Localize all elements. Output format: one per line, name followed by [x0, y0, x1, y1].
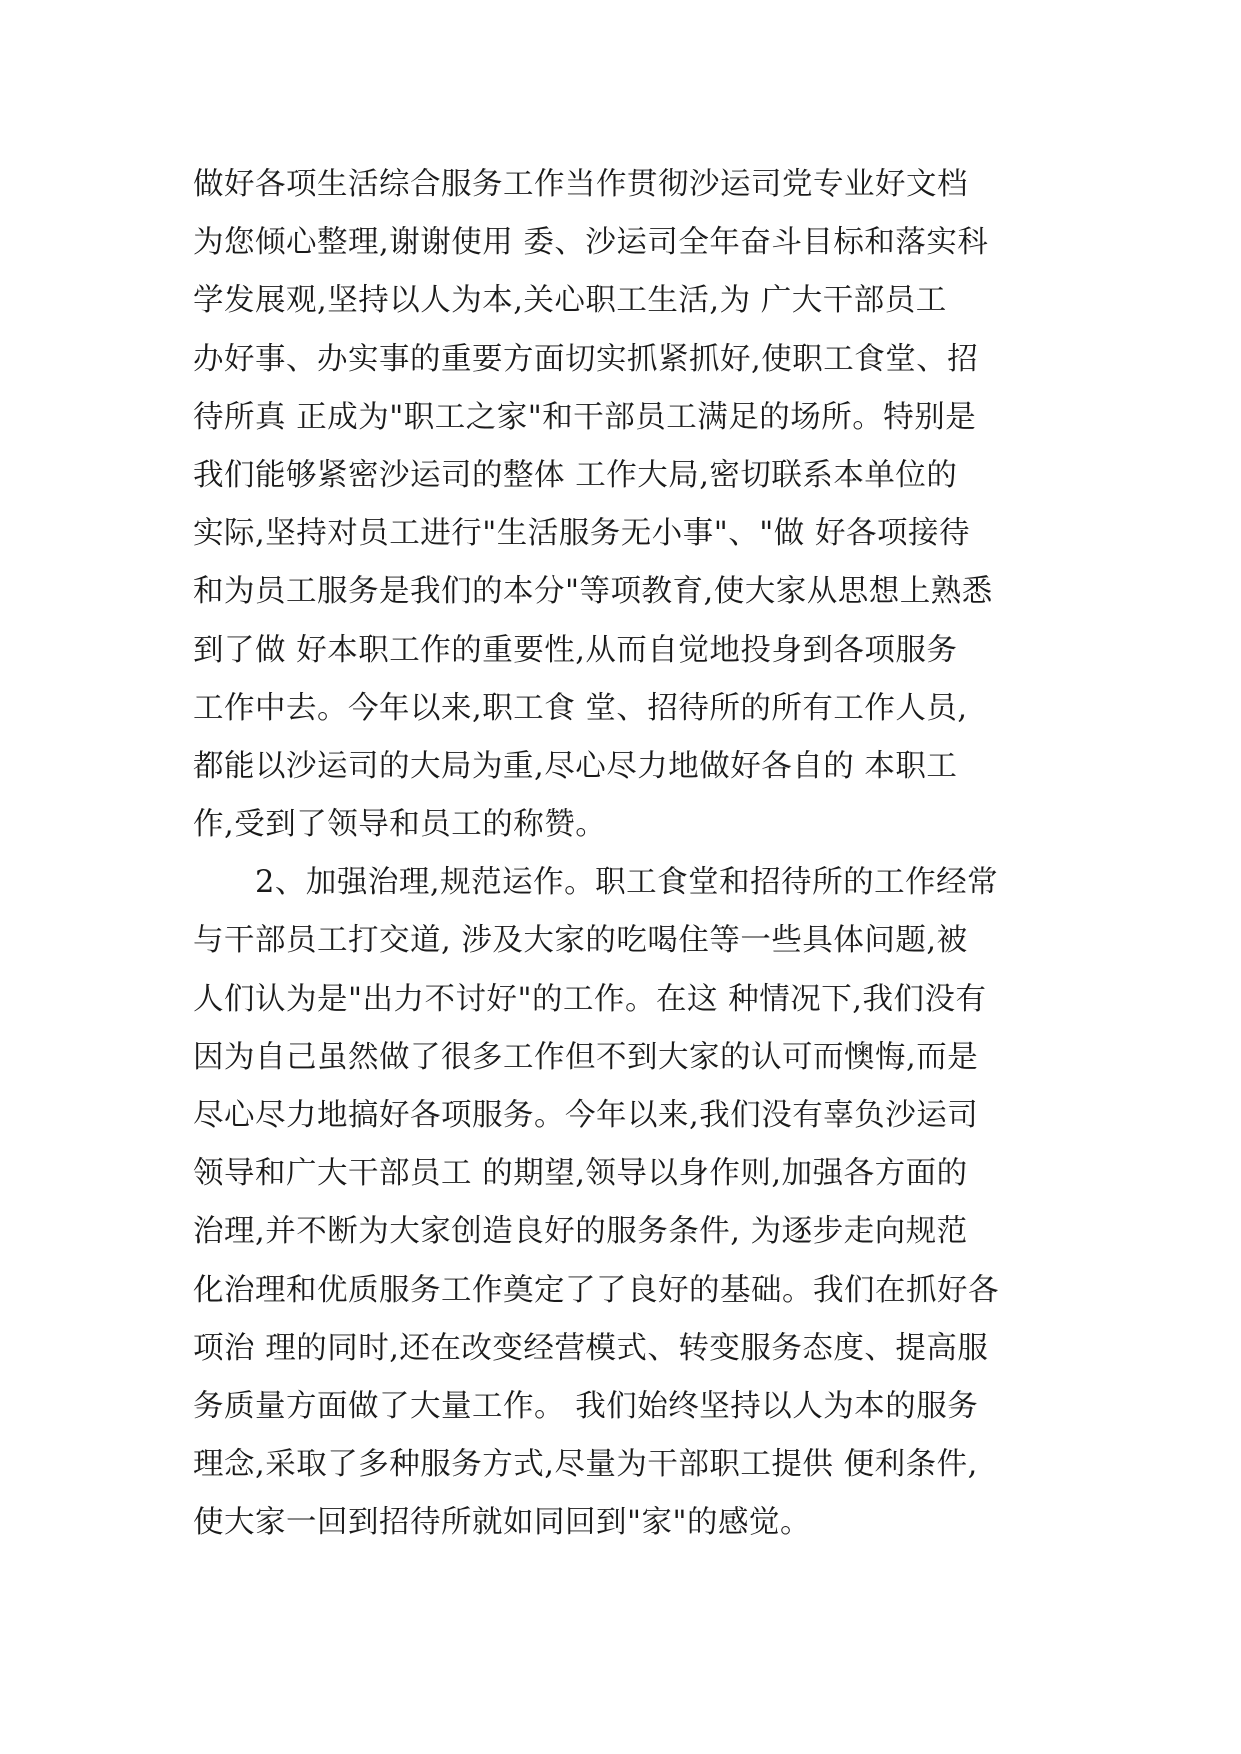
text-line: 使大家一回到招待所就如同回到"家"的感觉。 [193, 1505, 812, 1541]
text-line: 做好各项生活综合服务工作当作贯彻沙运司党专业好文档 [193, 167, 968, 202]
text-line: 工作中去。今年以来,职工食 堂、招待所的所有工作人员, [193, 690, 968, 726]
text-line: 待所真 正成为"职工之家"和干部员工满足的场所。特别是 [193, 399, 977, 435]
text-line: 理念,采取了多种服务方式,尽量为干部职工提供 便利条件, [193, 1447, 978, 1483]
text-line: 化治理和优质服务工作奠定了了良好的基础。我们在抓好各 [193, 1272, 999, 1308]
text-line: 为您倾心整理,谢谢使用 委、沙运司全年奋斗目标和落实科 [193, 225, 989, 261]
text-line: 作,受到了领导和员工的称赞。 [193, 807, 607, 843]
text-line: 实际,坚持对员工进行"生活服务无小事"、"做 好各项接待 [193, 516, 970, 552]
text-line: 因为自己虽然做了很多工作但不到大家的认可而懊悔,而是 [193, 1039, 979, 1075]
text-line: 项治 理的同时,还在改变经营模式、转变服务态度、提高服 [193, 1330, 989, 1366]
text-line: 与干部员工打交道, 涉及大家的吃喝住等一些具体问题,被 [193, 923, 968, 959]
text-line: 治理,并不断为大家创造良好的服务条件, 为逐步走向规范 [193, 1214, 968, 1250]
text-line: 领导和广大干部员工 的期望,领导以身作则,加强各方面的 [193, 1156, 968, 1192]
text-line: 务质量方面做了大量工作。 我们始终坚持以人为本的服务 [193, 1388, 979, 1424]
text-line: 都能以沙运司的大局为重,尽心尽力地做好各自的 本职工 [193, 748, 958, 784]
text-line: 人们认为是"出力不讨好"的工作。在这 种情况下,我们没有 [193, 981, 987, 1017]
text-line: 我们能够紧密沙运司的整体 工作大局,密切联系本单位的 [193, 457, 958, 493]
text-line: 尽心尽力地搞好各项服务。今年以来,我们没有辜负沙运司 [193, 1098, 979, 1133]
text-line: 学发展观,坚持以人为本,关心职工生活,为 广大干部员工 [193, 283, 947, 319]
text-line: 到了做 好本职工作的重要性,从而自觉地投身到各项服务 [193, 632, 958, 668]
text-line: 和为员工服务是我们的本分"等项教育,使大家从思想上熟悉 [193, 574, 993, 610]
text-line: 办好事、办实事的重要方面切实抓紧抓好,使职工食堂、招 [193, 341, 979, 377]
body-text [193, 156, 1063, 1553]
paragraph-start-line: 2、加强治理,规范运作。职工食堂和招待所的工作经常 [255, 865, 999, 901]
